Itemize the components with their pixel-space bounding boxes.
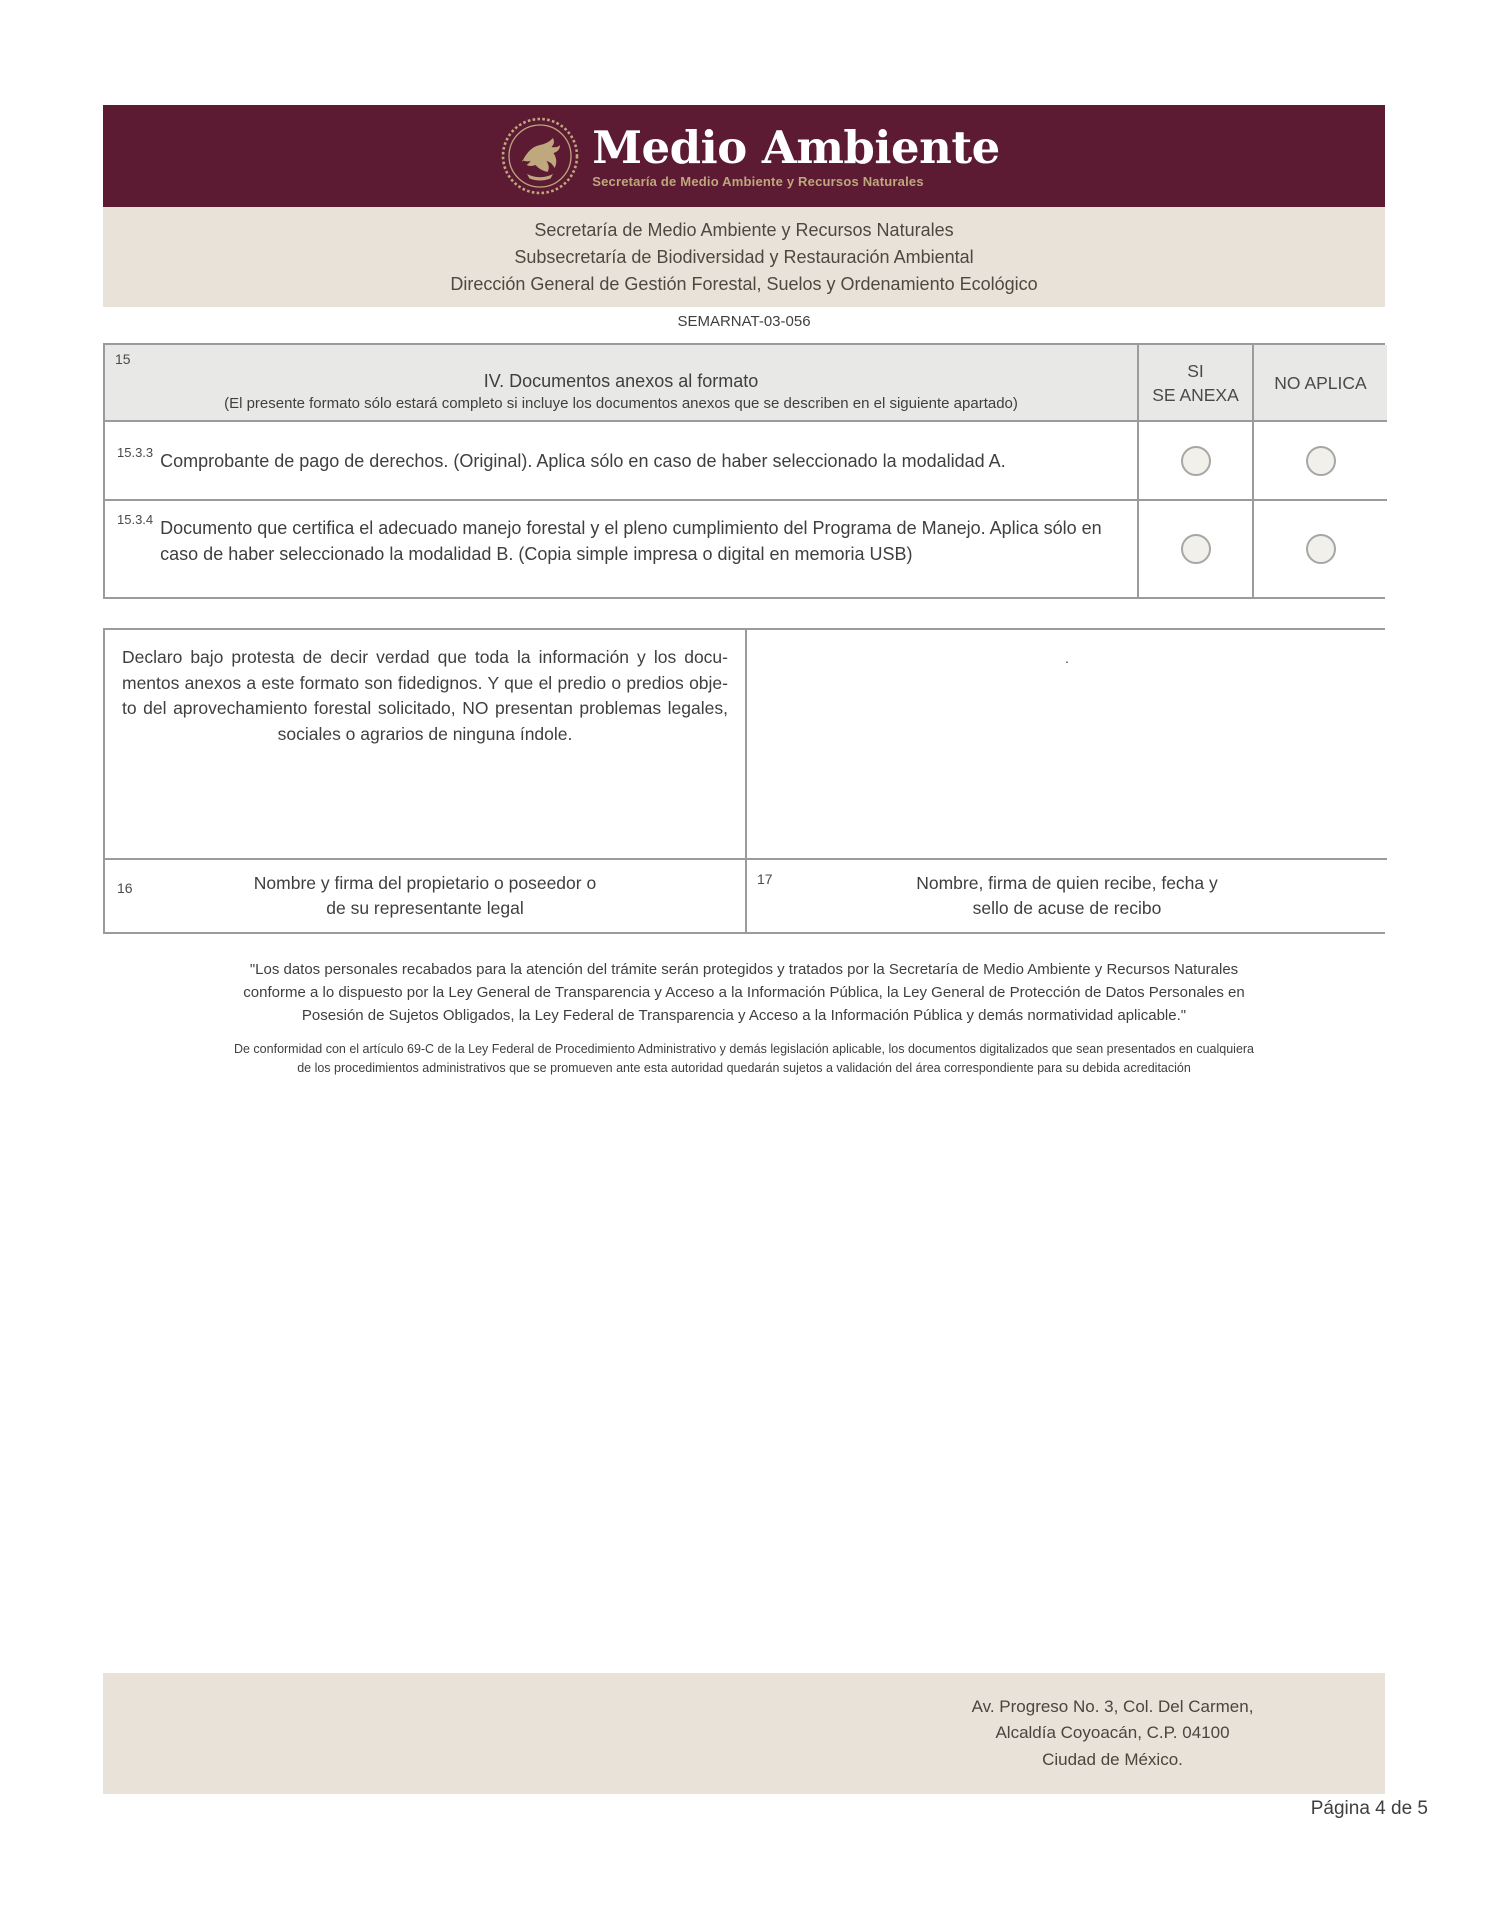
si-anexa-line2: SE ANEXA xyxy=(1152,384,1239,405)
field-number-16: 16 xyxy=(117,880,133,896)
header-brand-bar xyxy=(103,105,1385,207)
declaration-line: to del aprovechamiento forestal solicitado, NO presentan problemas legales, xyxy=(122,698,728,718)
section-number: 15 xyxy=(115,351,131,367)
radio-15-3-4-si-anexa[interactable] xyxy=(1181,534,1211,564)
logo-subtitle: Secretaría de Medio Ambiente y Recursos Naturales xyxy=(592,173,924,189)
radio-15-3-3-no-aplica[interactable] xyxy=(1306,446,1336,476)
no-aplica-label: NO APLICA xyxy=(1274,372,1367,393)
page-number: Página 4 de 5 xyxy=(1310,1798,1428,1819)
documents-annex-table xyxy=(103,343,1385,599)
org-line-subsecretaria: Subsecretaría de Biodiversidad y Restauración Ambiental xyxy=(514,247,974,267)
cell-15-3-4-no-aplica xyxy=(1254,501,1387,597)
org-line-direccion: Dirección General de Gestión Forestal, Suelos y Ordenamiento Ecológico xyxy=(450,274,1038,294)
table-title: IV. Documentos anexos al formato xyxy=(483,371,759,391)
address-line-street: Av. Progreso No. 3, Col. Del Carmen, xyxy=(971,1696,1254,1716)
privacy-line: "Los datos personales recabados para la atención del trámite serán protegidos y tratados por la Secretaría de Medio Ambiente y Recursos Naturales xyxy=(249,961,1239,978)
row-text-15-3-4: Documento que certifica el adecuado manejo forestal y el pleno cumplimiento del Programa de Manejo. Aplica sólo en caso de haber seleccionado la modalidad B. (Copia simple impresa o digital en memoria USB) xyxy=(160,518,1102,564)
semarnat-logo xyxy=(500,116,1000,196)
digitization-line: de los procedimientos administrativos que se promueven ante esta autoridad quedarán sujetos a validación del área correspondiente para su debida acreditación xyxy=(297,1061,1191,1075)
signature-section xyxy=(103,628,1385,934)
digitization-notice xyxy=(103,1040,1385,1078)
org-header-band xyxy=(103,207,1385,307)
logo-title: Medio Ambiente xyxy=(592,120,1000,174)
owner-signature-label-line2: de su representante legal xyxy=(326,898,524,918)
row-number-15-3-4: 15.3.4 xyxy=(117,512,154,527)
mexican-coat-of-arms-icon xyxy=(500,116,580,196)
cell-15-3-3-si-anexa xyxy=(1139,422,1254,501)
column-header-no-aplica xyxy=(1254,345,1387,422)
privacy-notice xyxy=(103,958,1385,1027)
row-number-15-3-3: 15.3.3 xyxy=(117,445,154,460)
radio-15-3-4-no-aplica[interactable] xyxy=(1306,534,1336,564)
receipt-dot-mark: . xyxy=(1065,650,1069,666)
si-anexa-line1: SI xyxy=(1187,360,1204,381)
privacy-line: conforme a lo dispuesto por la Ley General de Transparencia y Acceso a la Información Pública, la Ley General de Protección de Datos Personales en xyxy=(243,984,1245,1001)
column-header-si-anexa xyxy=(1139,345,1254,422)
form-code: SEMARNAT-03-056 xyxy=(677,313,811,330)
address-line-borough: Alcaldía Coyoacán, C.P. 04100 xyxy=(995,1723,1230,1743)
table-header-description xyxy=(105,345,1139,422)
declaration-cell xyxy=(105,630,747,860)
receiver-signature-label-line2: sello de acuse de recibo xyxy=(972,898,1162,918)
footer-address-band xyxy=(103,1673,1385,1794)
owner-signature-cell xyxy=(105,860,747,932)
receiver-signature-label-line1: Nombre, firma de quien recibe, fecha y xyxy=(916,873,1218,893)
declaration-line: sociales o agrarios de ninguna índole. xyxy=(277,723,573,744)
table-row-15-3-4 xyxy=(105,501,1139,597)
privacy-line: Posesión de Sujetos Obligados, la Ley Federal de Transparencia y Acceso a la Información Pública y demás normatividad aplicable." xyxy=(301,1007,1187,1024)
org-line-secretaria: Secretaría de Medio Ambiente y Recursos Naturales xyxy=(534,220,954,240)
declaration-line: mentos anexos a este formato son fidedignos. Y que el predio o predios obje- xyxy=(122,672,728,693)
address-block xyxy=(840,1694,1385,1774)
field-number-17: 17 xyxy=(757,871,773,887)
digitization-line: De conformidad con el artículo 69-C de la Ley Federal de Procedimiento Administrativo y demás legislación aplicable, los documentos digitalizados que sean presentados en cualquiera xyxy=(233,1042,1255,1056)
row-text-15-3-3: Comprobante de pago de derechos. (Original). Aplica sólo en caso de haber seleccionado la modalidad A. xyxy=(160,450,1006,471)
cell-15-3-3-no-aplica xyxy=(1254,422,1387,501)
receiver-signature-cell xyxy=(747,860,1387,932)
table-subtitle: (El presente formato sólo estará completo si incluye los documentos anexos que se describen en el siguiente apartado) xyxy=(224,395,1018,412)
radio-15-3-3-si-anexa[interactable] xyxy=(1181,446,1211,476)
table-row-15-3-3 xyxy=(105,422,1139,501)
owner-signature-label-line1: Nombre y firma del propietario o poseedor o xyxy=(253,873,597,893)
declaration-line: Declaro bajo protesta de decir verdad que toda la información y los docu- xyxy=(122,647,728,667)
receipt-stamp-area xyxy=(747,630,1387,860)
logo-text xyxy=(592,120,1000,189)
cell-15-3-4-si-anexa xyxy=(1139,501,1254,597)
address-line-city: Ciudad de México. xyxy=(1042,1749,1183,1769)
